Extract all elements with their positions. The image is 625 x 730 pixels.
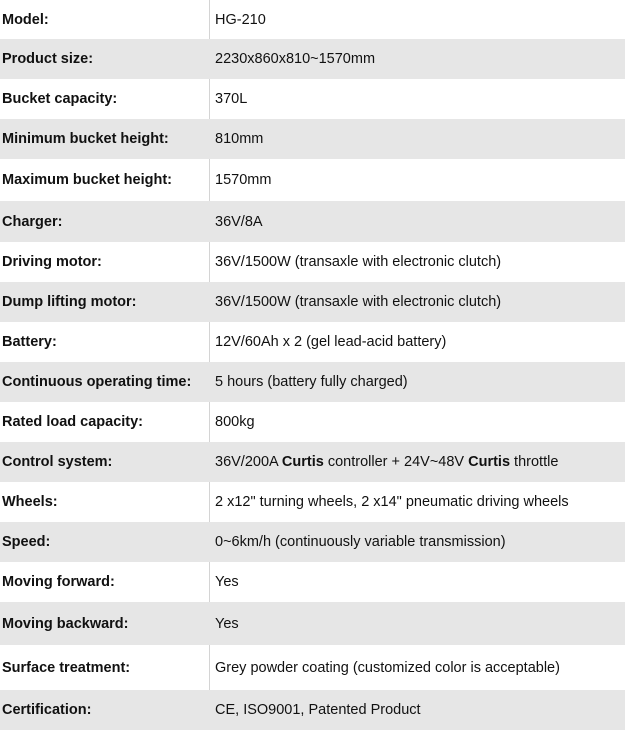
row-label: Minimum bucket height: (0, 119, 210, 159)
table-row (0, 645, 625, 690)
row-label: Dump lifting motor: (0, 282, 210, 322)
brand-name: Curtis (281, 454, 324, 470)
table-row (0, 242, 625, 282)
row-value: 370L (215, 91, 248, 107)
row-value: 800kg (215, 414, 255, 430)
row-label: Battery: (0, 322, 210, 362)
row-value: Yes (210, 602, 625, 645)
row-value: 36V/8A (210, 201, 625, 242)
table-row (0, 690, 625, 730)
value-part: controller + 24V~48V (323, 454, 469, 470)
row-value: 36V/1500W (transaxle with electronic clutch) (210, 282, 625, 322)
row-label: Maximum bucket height: (0, 159, 210, 201)
brand-name: Curtis (468, 454, 511, 470)
value-part: 36V/200A (215, 454, 282, 470)
table-row (0, 282, 625, 322)
table-row (0, 39, 625, 79)
row-value: 5 hours (battery fully charged) (210, 362, 625, 402)
row-value: 1570mm (215, 172, 272, 188)
row-label: Continuous operating time: (0, 362, 210, 402)
row-label: Surface treatment: (0, 645, 210, 690)
row-value: 12V/60Ah x 2 (gel lead-acid battery) (215, 334, 447, 350)
row-value: 36V/1500W (transaxle with electronic clutch) (215, 254, 502, 270)
row-label: Moving backward: (0, 602, 210, 645)
table-row (0, 322, 625, 362)
table-row (0, 201, 625, 242)
row-label: Speed: (0, 522, 210, 562)
row-label: Rated load capacity: (0, 402, 210, 442)
table-row (0, 562, 625, 602)
table-row (0, 0, 625, 39)
table-row (0, 402, 625, 442)
row-value: Yes (215, 574, 239, 590)
row-value: HG-210 (215, 11, 266, 28)
table-row (0, 442, 625, 482)
row-value: 0~6km/h (continuously variable transmission) (210, 522, 625, 562)
row-value (210, 442, 625, 482)
table-row (0, 159, 625, 201)
table-row (0, 79, 625, 119)
row-label: Charger: (0, 201, 210, 242)
table-row (0, 602, 625, 645)
row-value: 2 x12" turning wheels, 2 x14" pneumatic driving wheels (215, 494, 569, 510)
row-value: 810mm (210, 119, 625, 159)
row-label: Product size: (0, 39, 210, 79)
row-label: Model: (0, 0, 210, 39)
row-value: Grey powder coating (customized color is acceptable) (215, 659, 560, 676)
row-label: Bucket capacity: (0, 79, 210, 119)
row-value: CE, ISO9001, Patented Product (210, 690, 625, 730)
table-row (0, 522, 625, 562)
table-row (0, 119, 625, 159)
row-label: Certification: (0, 690, 210, 730)
table-row (0, 482, 625, 522)
row-label: Control system: (0, 442, 210, 482)
row-value: 2230x860x810~1570mm (210, 39, 625, 79)
row-label: Driving motor: (0, 242, 210, 282)
row-label: Moving forward: (0, 562, 210, 602)
row-label: Wheels: (0, 482, 210, 522)
table-row (0, 362, 625, 402)
value-part: throttle (510, 454, 559, 470)
